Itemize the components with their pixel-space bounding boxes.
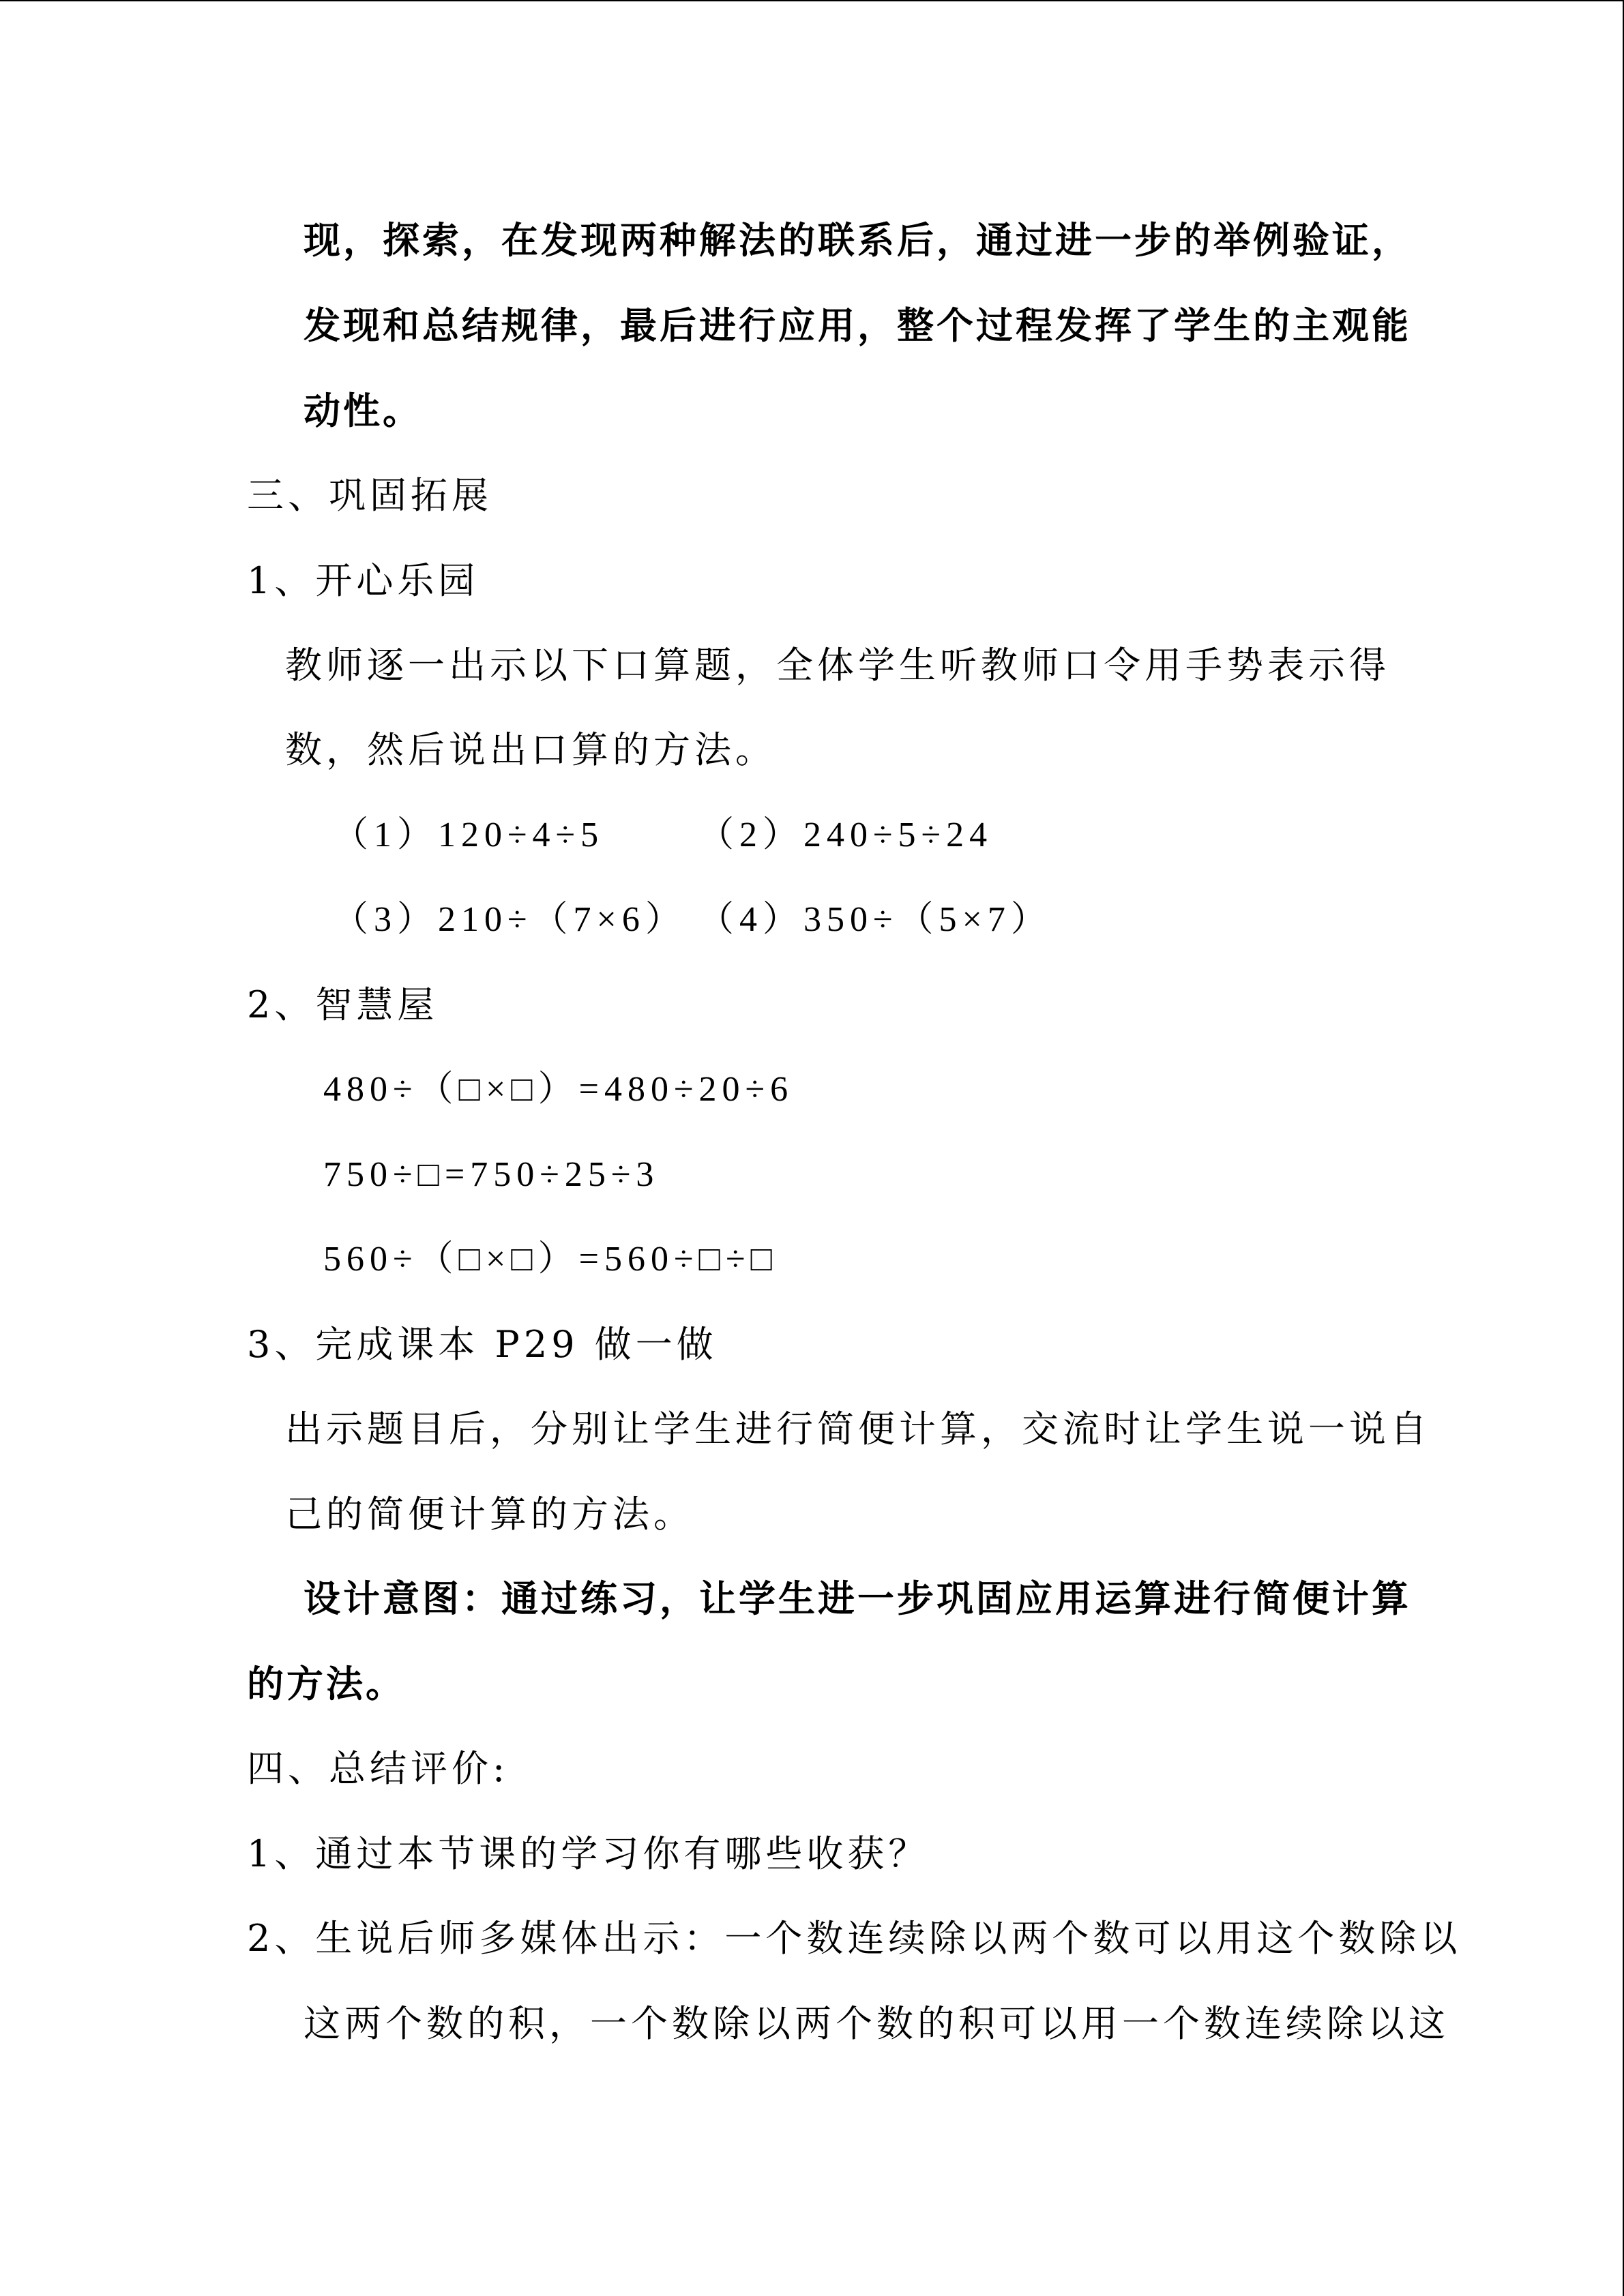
exercise-instruction-line-1: 出示题目后，分别让学生进行简便计算，交流时让学生说一说自 <box>285 1407 1431 1450</box>
intent-paragraph-line-1: 现，探索，在发现两种解法的联系后，通过进一步的举例验证， <box>304 219 1411 262</box>
fill-blank-equation-1: 480÷（□×□）=480÷20÷6 <box>323 1070 794 1109</box>
oral-question-2: （2）240÷5÷24 <box>698 816 993 854</box>
page-top-border <box>0 0 1624 1</box>
instruction-line-2: 数，然后说出口算的方法。 <box>285 728 776 771</box>
design-intent-line-2: 的方法。 <box>247 1663 405 1705</box>
summary-item-2-line-2: 这两个数的积，一个数除以两个数的积可以用一个数连续除以这 <box>304 2002 1449 2045</box>
intent-paragraph-line-3: 动性。 <box>304 389 422 432</box>
subsection-textbook-exercise: 3、完成课本 P29 做一做 <box>247 1323 718 1366</box>
oral-question-3: （3）210÷（7×6） <box>333 900 686 939</box>
instruction-line-1: 教师逐一出示以下口算题，全体学生听教师口令用手势表示得 <box>285 644 1390 687</box>
oral-question-1: （1）120÷4÷5 <box>333 816 604 854</box>
subsection-happy-garden: 1、开心乐园 <box>247 559 479 602</box>
fill-blank-equation-3: 560÷（□×□）=560÷□÷□ <box>323 1240 778 1279</box>
summary-item-2-line-1: 2、生说后师多媒体出示：一个数连续除以两个数可以用这个数除以 <box>247 1917 1462 1960</box>
summary-item-1: 1、通过本节课的学习你有哪些收获？ <box>247 1832 930 1875</box>
section-heading-consolidate: 三、巩固拓展 <box>247 474 492 517</box>
exercise-instruction-line-2: 己的简便计算的方法。 <box>285 1493 694 1536</box>
subsection-wisdom-house: 2、智慧屋 <box>247 983 439 1026</box>
section-heading-summary: 四、总结评价: <box>247 1747 510 1790</box>
design-intent-line-1: 设计意图：通过练习，让学生进一步巩固应用运算进行简便计算 <box>304 1577 1411 1620</box>
oral-question-4: （4）350÷（5×7） <box>698 900 1052 939</box>
intent-paragraph-line-2: 发现和总结规律，最后进行应用，整个过程发挥了学生的主观能 <box>304 304 1411 347</box>
fill-blank-equation-2: 750÷□=750÷25÷3 <box>323 1155 660 1194</box>
